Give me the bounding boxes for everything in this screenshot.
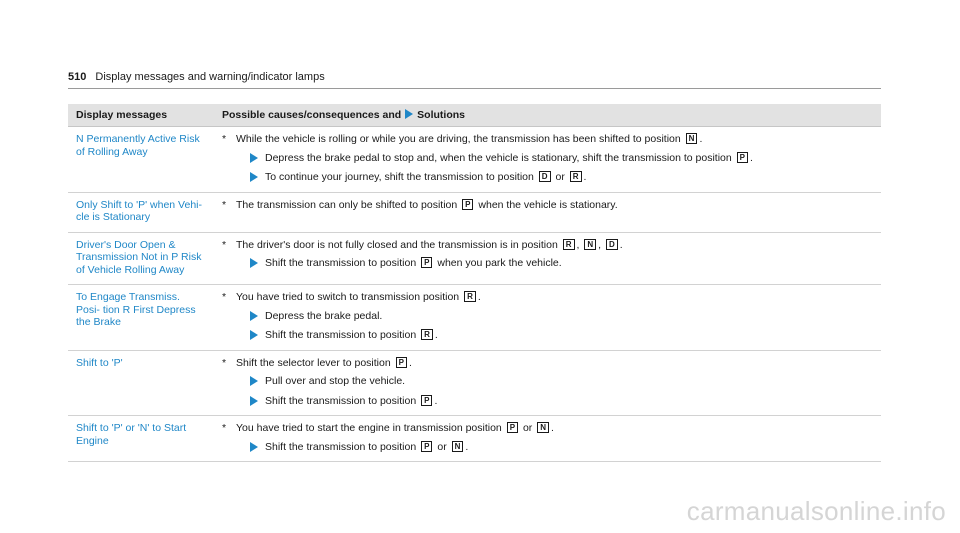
- solution-step: [222, 329, 873, 342]
- play-arrow-icon: [250, 376, 258, 386]
- causes-cell: [214, 192, 881, 232]
- table-header-row: [68, 104, 881, 127]
- display-message: To Engage Transmiss. Posi- tion R First Depress the Brake: [68, 285, 214, 351]
- play-arrow-icon: [250, 172, 258, 182]
- gear-position-p-icon: P: [396, 357, 407, 368]
- cause-end: .: [408, 356, 412, 369]
- gear-position-r-icon: R: [570, 171, 582, 182]
- table-row: [68, 350, 881, 416]
- solution-end: when you park the vehicle.: [437, 257, 562, 269]
- gear-position-r-icon: R: [563, 239, 575, 250]
- gear-position-p-icon: P: [421, 395, 432, 406]
- column-header-causes: [214, 104, 881, 127]
- table-row: [68, 416, 881, 462]
- gear-position-d-icon: D: [539, 171, 551, 182]
- page-number: 510: [68, 71, 87, 83]
- display-message: Shift to 'P': [68, 350, 214, 416]
- solution-end: .: [750, 151, 753, 164]
- gear-position-p-icon: P: [421, 441, 432, 452]
- play-arrow-icon: [405, 109, 413, 119]
- asterisk-icon: *: [222, 422, 227, 434]
- causes-header-prefix: Possible causes/consequences and: [222, 108, 402, 121]
- gear-position-n-icon: N: [584, 239, 596, 250]
- causes-cell: [214, 285, 881, 351]
- solution-step: [222, 375, 873, 388]
- causes-cell: [214, 127, 881, 193]
- asterisk-icon: *: [222, 356, 227, 369]
- causes-header-suffix: Solutions: [417, 108, 466, 121]
- solution-text: To continue your journey, shift the transmission to position: [265, 171, 534, 183]
- play-arrow-icon: [250, 311, 258, 321]
- asterisk-icon: *: [222, 198, 227, 211]
- page-header: [68, 70, 881, 89]
- solution-text: Shift the transmission to position: [265, 257, 417, 269]
- solution-step: [222, 310, 873, 323]
- display-message: N Permanently Active Risk of Rolling Away: [68, 127, 214, 193]
- watermark: carmanualsonline.info: [686, 496, 946, 526]
- cause-text: * The driver's door is not fully closed and the transmission is in position R , N , D .: [222, 238, 623, 251]
- gear-position-p-icon: P: [462, 199, 473, 210]
- cause-end: .: [699, 133, 703, 145]
- solution-step: Shift the transmission to position P or N .: [222, 441, 873, 454]
- display-message: Shift to 'P' or 'N' to Start Engine: [68, 416, 214, 462]
- cause-end: .: [551, 422, 554, 434]
- solution-step: [222, 395, 873, 408]
- table-row: [68, 232, 881, 285]
- gear-position-r-icon: R: [421, 329, 433, 340]
- causes-cell: [214, 350, 881, 416]
- display-message: Only Shift to 'P' when Vehi- cle is Stationary: [68, 192, 214, 232]
- play-arrow-icon: [250, 396, 258, 406]
- display-message: Driver's Door Open & Transmission Not in P Risk of Vehicle Rolling Away: [68, 232, 214, 285]
- play-arrow-icon: [250, 258, 258, 268]
- solution-text: Pull over and stop the vehicle.: [265, 375, 406, 387]
- solution-text: Shift the transmission to position: [265, 394, 417, 407]
- cause-sentence: Shift the selector lever to position: [236, 356, 391, 369]
- gear-position-r-icon: R: [464, 291, 476, 302]
- gear-position-n-icon: N: [686, 133, 698, 144]
- cause-sentence: The transmission can only be shifted to position: [236, 198, 458, 211]
- column-header-display-messages: Display messages: [68, 104, 214, 127]
- table-row: [68, 127, 881, 193]
- cause-text: * You have tried to start the engine in transmission position P or N .: [222, 422, 554, 434]
- play-arrow-icon: [250, 330, 258, 340]
- gear-position-n-icon: N: [537, 422, 549, 433]
- gear-position-p-icon: P: [421, 257, 432, 268]
- play-arrow-icon: [250, 442, 258, 452]
- cause-end: .: [619, 238, 623, 251]
- solution-step: To continue your journey, shift the transmission to position D or R .: [222, 171, 873, 184]
- asterisk-icon: *: [222, 291, 227, 303]
- causes-cell: [214, 416, 881, 462]
- solution-text: Depress the brake pedal.: [265, 309, 383, 322]
- cause-text: [222, 199, 873, 212]
- display-messages-table: [68, 104, 881, 462]
- causes-cell: [214, 232, 881, 285]
- table-row: [68, 192, 881, 232]
- cause-sentence: While the vehicle is rolling or while you are driving, the transmission has been shifted to position: [236, 133, 681, 145]
- cause-sentence: You have tried to switch to transmission position: [236, 291, 460, 303]
- play-arrow-icon: [250, 153, 258, 163]
- cause-text: [222, 291, 873, 304]
- cause-text: [222, 357, 873, 370]
- cause-end: when the vehicle is stationary.: [478, 198, 618, 211]
- solution-end: .: [583, 171, 587, 183]
- solution-step: [222, 152, 873, 165]
- solution-text: Shift the transmission to position: [265, 329, 417, 341]
- table-row: [68, 285, 881, 351]
- solution-text: Shift the transmission to position: [265, 440, 417, 453]
- cause-sentence: You have tried to start the engine in transmission position: [236, 422, 502, 434]
- page-title: Display messages and warning/indicator lamps: [95, 71, 325, 83]
- asterisk-icon: *: [222, 238, 227, 251]
- solution-step: [222, 257, 873, 270]
- gear-position-p-icon: P: [737, 152, 748, 163]
- solution-end: .: [434, 394, 438, 407]
- solution-text: Depress the brake pedal to stop and, when the vehicle is stationary, shift the transmission to position: [265, 151, 732, 164]
- cause-end: .: [477, 291, 481, 303]
- solution-end: .: [465, 440, 469, 453]
- asterisk-icon: *: [222, 133, 227, 145]
- cause-text: [222, 133, 873, 146]
- gear-position-d-icon: D: [606, 239, 618, 250]
- gear-position-p-icon: P: [507, 422, 518, 433]
- cause-sentence: The driver's door is not fully closed and the transmission is in position: [236, 238, 558, 251]
- gear-position-n-icon: N: [452, 441, 464, 452]
- solution-end: .: [434, 329, 438, 341]
